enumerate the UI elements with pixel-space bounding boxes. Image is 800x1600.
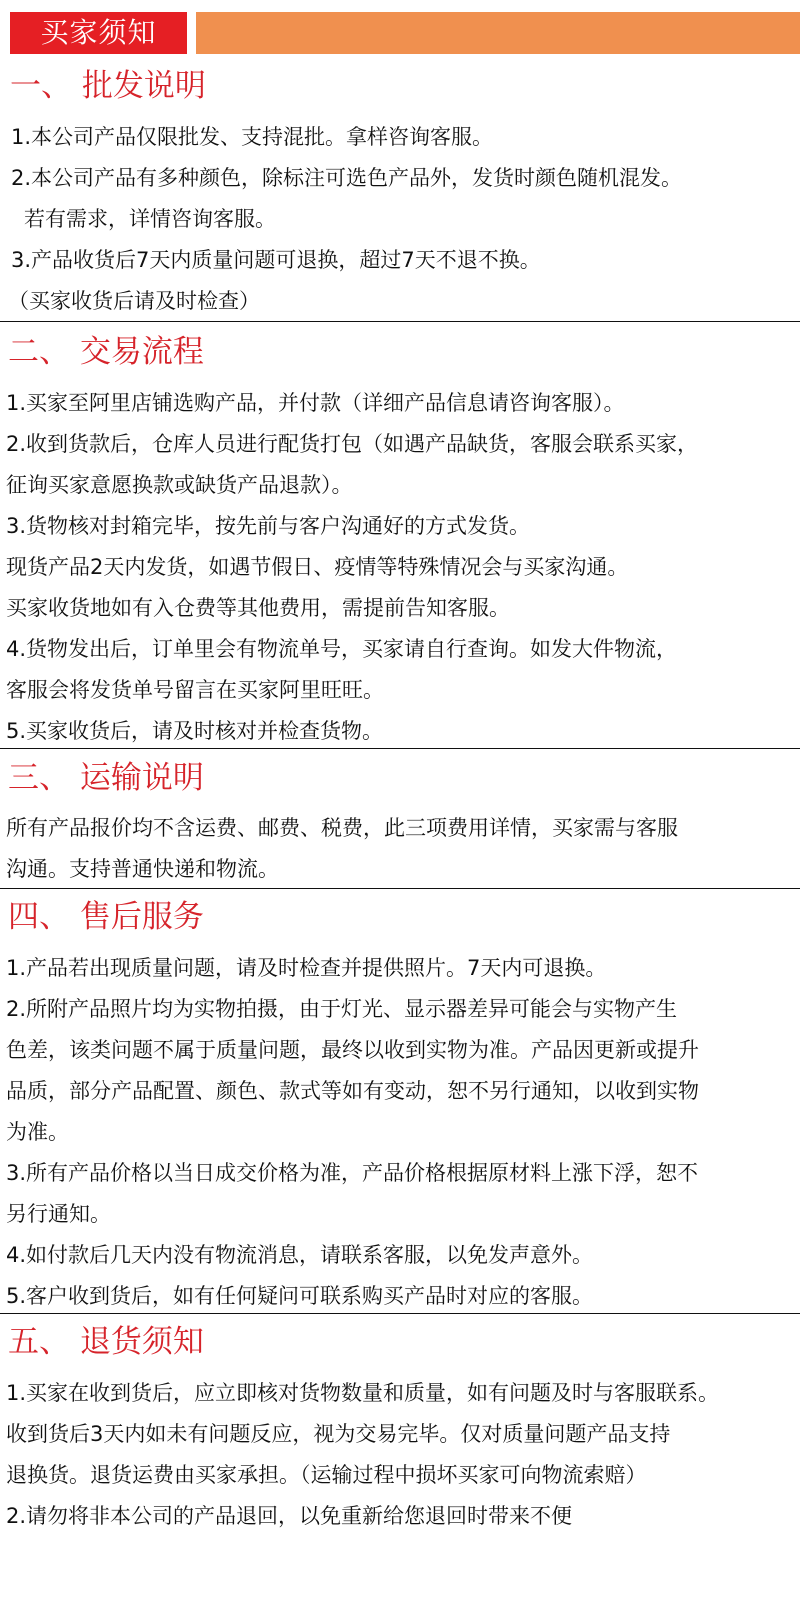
text-line: 2.收到货款后，仓库人员进行配货打包（如遇产品缺货，客服会联系买家， [6, 432, 699, 456]
header-accent-bar [196, 12, 800, 54]
text-line: 3.所有产品价格以当日成交价格为准，产品价格根据原材料上涨下浮，恕不 [6, 1161, 699, 1185]
text-line: 若有需求，详情咨询客服。 [24, 207, 276, 231]
header-title: 买家须知 [10, 12, 187, 54]
text-line: 1.买家在收到货后，应立即核对货物数量和质量，如有问题及时与客服联系。 [6, 1381, 720, 1405]
text-line: 5.买家收货后，请及时核对并检查货物。 [6, 719, 384, 743]
text-line: 收到货后3天内如未有问题反应，视为交易完毕。仅对质量问题产品支持 [6, 1422, 671, 1446]
text-line: 色差，该类问题不属于质量问题，最终以收到实物为准。产品因更新或提升 [6, 1038, 699, 1062]
section-divider [0, 748, 800, 749]
section-title: 一、 批发说明 [10, 68, 206, 104]
text-line: 买家收货地如有入仓费等其他费用，需提前告知客服。 [6, 596, 510, 620]
text-line: 沟通。支持普通快递和物流。 [6, 857, 279, 881]
text-line: 3.货物核对封箱完毕，按先前与客户沟通好的方式发货。 [6, 514, 531, 538]
section-title: 四、 售后服务 [8, 899, 204, 935]
text-line: 所有产品报价均不含运费、邮费、税费，此三项费用详情，买家需与客服 [6, 816, 678, 840]
text-line: 1.买家至阿里店铺选购产品，并付款（详细产品信息请咨询客服）。 [6, 391, 625, 415]
text-line: （买家收货后请及时检查） [8, 289, 260, 313]
text-line: 另行通知。 [6, 1202, 111, 1226]
section-divider [0, 321, 800, 322]
section-title: 三、 运输说明 [8, 760, 204, 796]
text-line: 为准。 [6, 1120, 69, 1144]
text-line: 2.本公司产品有多种颜色，除标注可选色产品外，发货时颜色随机混发。 [11, 166, 683, 190]
text-line: 征询买家意愿换款或缺货产品退款）。 [6, 473, 353, 497]
header [0, 12, 800, 54]
text-line: 2.所附产品照片均为实物拍摄，由于灯光、显示器差异可能会与实物产生 [6, 997, 678, 1021]
text-line: 5.客户收到货后，如有任何疑问可联系购买产品时对应的客服。 [6, 1284, 594, 1308]
text-line: 客服会将发货单号留言在买家阿里旺旺。 [6, 678, 384, 702]
text-line: 4.货物发出后，订单里会有物流单号，买家请自行查询。如发大件物流， [6, 637, 678, 661]
text-line: 3.产品收货后7天内质量问题可退换，超过7天不退不换。 [11, 248, 541, 272]
text-line: 现货产品2天内发货，如遇节假日、疫情等特殊情况会与买家沟通。 [6, 555, 629, 579]
text-line: 品质，部分产品配置、颜色、款式等如有变动，恕不另行通知，以收到实物 [6, 1079, 699, 1103]
text-line: 1.产品若出现质量问题，请及时检查并提供照片。7天内可退换。 [6, 956, 607, 980]
section-divider [0, 888, 800, 889]
text-line: 1.本公司产品仅限批发、支持混批。拿样咨询客服。 [11, 125, 494, 149]
text-line: 退换货。退货运费由买家承担。（运输过程中损坏买家可向物流索赔） [6, 1463, 647, 1487]
text-line: 2.请勿将非本公司的产品退回，以免重新给您退回时带来不便 [6, 1504, 573, 1528]
section-divider [0, 1313, 800, 1314]
section-title: 五、 退货须知 [8, 1324, 204, 1360]
text-line: 4.如付款后几天内没有物流消息，请联系客服，以免发声意外。 [6, 1243, 594, 1267]
section-title: 二、 交易流程 [8, 334, 204, 370]
